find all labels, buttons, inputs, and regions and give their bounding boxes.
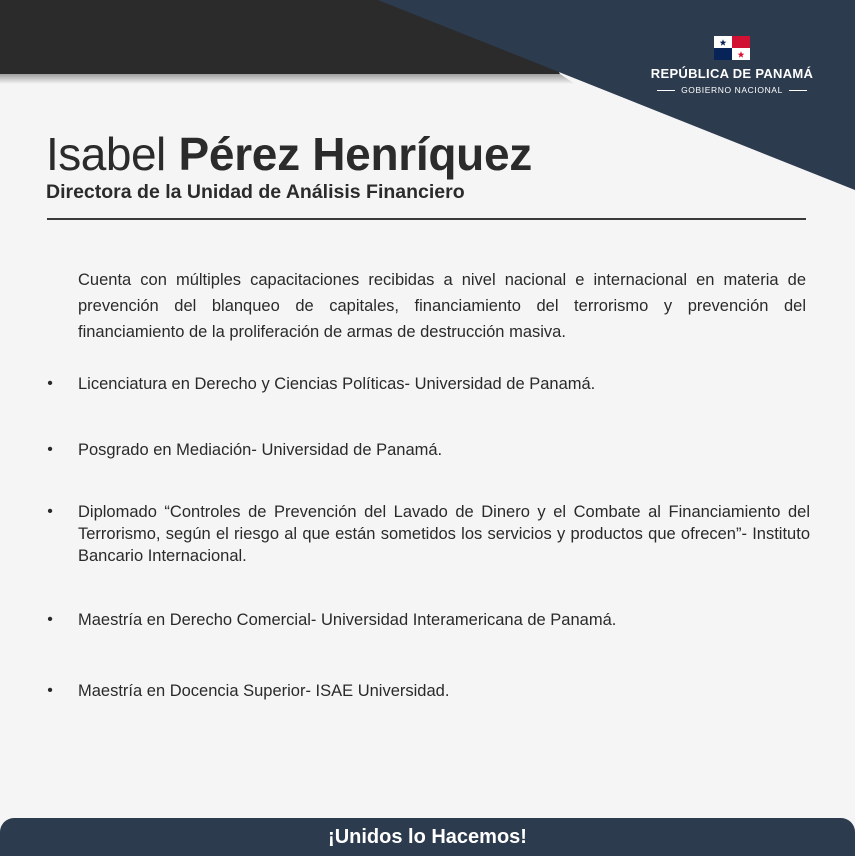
bullet-icon: •	[47, 503, 53, 520]
intro-paragraph: Cuenta con múltiples capacitaciones recibidas a nivel nacional e internacional en materia de prevención del blanqueo de capitales, financiamiento del terrorismo y prevención del financiamiento de la proliferación de armas de destrucción masiva.	[78, 271, 806, 341]
person-role: Directora de la Unidad de Análisis Financiero	[46, 181, 465, 203]
brand-rule-right	[789, 90, 807, 91]
first-name: Isabel	[46, 128, 166, 180]
footer-slogan: ¡Unidos lo Hacemos!	[328, 826, 527, 848]
person-name	[46, 128, 532, 180]
brand-subtitle: GOBIERNO NACIONAL	[681, 85, 783, 95]
list-item-text: Diplomado “Controles de Prevención del Lavado de Dinero y el Combate al Financiamiento del Terrorismo, según el riesgo al que están sometidos los servicios y productos que ofrecen”- Instituto Bancario Internacional.	[78, 503, 810, 565]
list-item	[44, 680, 810, 702]
last-name: Pérez Henríquez	[178, 128, 532, 180]
government-brand	[637, 36, 827, 95]
header-shadow	[0, 74, 575, 84]
list-item	[44, 373, 810, 395]
bullet-icon: •	[47, 682, 53, 699]
bullet-icon: •	[47, 375, 53, 392]
list-item	[44, 439, 810, 461]
footer-bar	[0, 818, 855, 856]
brand-title: REPÚBLICA DE PANAMÁ	[650, 66, 814, 81]
bullet-icon: •	[47, 441, 53, 458]
list-item-text: Posgrado en Mediación- Universidad de Panamá.	[78, 441, 443, 459]
panama-flag-icon	[714, 36, 750, 60]
title-divider	[47, 218, 806, 220]
list-item	[44, 501, 810, 567]
brand-rule-left	[657, 90, 675, 91]
list-item	[44, 609, 810, 631]
brand-subtitle-row	[637, 85, 827, 95]
list-item-text: Licenciatura en Derecho y Ciencias Políticas- Universidad de Panamá.	[78, 375, 596, 393]
list-item-text: Maestría en Docencia Superior- ISAE Universidad.	[78, 682, 450, 700]
bullet-icon: •	[47, 611, 53, 628]
list-item-text: Maestría en Derecho Comercial- Universidad Interamericana de Panamá.	[78, 611, 617, 629]
